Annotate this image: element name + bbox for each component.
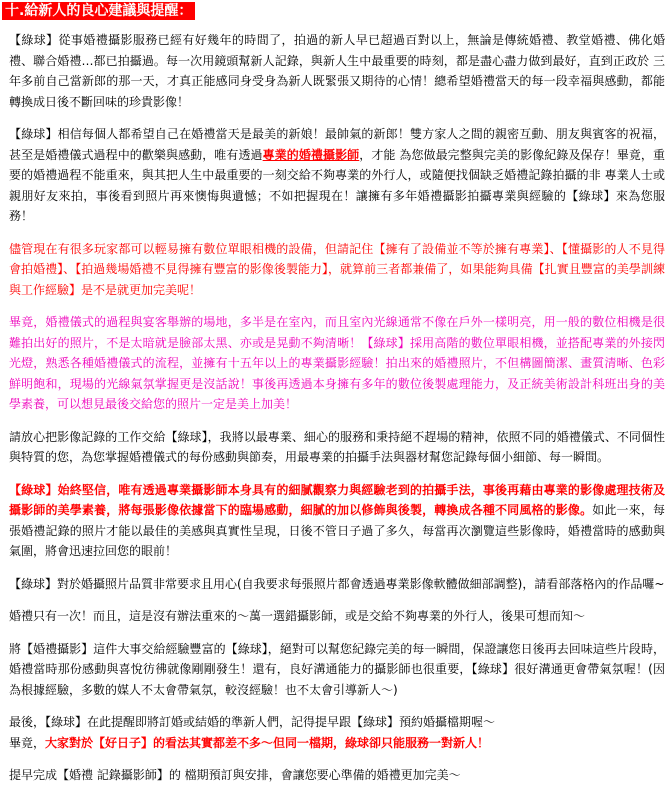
- paragraph-text: 提早完成【婚禮 記錄攝影師】的 檔期預訂與安排，會讓您要心準備的婚禮更加完美～: [9, 768, 461, 782]
- paragraph-text: 畢竟，: [9, 735, 46, 750]
- paragraph-3: [9, 239, 665, 301]
- article-body: [9, 30, 665, 798]
- paragraph-5: [9, 427, 665, 468]
- paragraph-7: [9, 574, 665, 595]
- paragraph-text: 如此一來，每張婚禮記錄的照片才能以最佳的美感與真實性呈現，日後不管日子過了多久，每當再次瀏覽這些影像時，婚禮當時的感動與氣圍，將會迅速拉回您的眼前！: [9, 503, 665, 558]
- paragraph-4: [9, 312, 665, 415]
- paragraph-text: ，才能 為您做最完整與完美的影像紀錄及保存！畢竟，重要的婚禮過程不能重來，與其把人生中最重要的一刻交給不夠專業的外行人，或隨便找個缺乏婚禮記錄拍攝的非 專業人士或親朋好友來拍，事後看到照片再來懊悔與遺憾；不如把握現在！讓擁有多年婚禮攝影拍攝專業與經驗的【綠球】來為您服務！: [9, 147, 665, 223]
- page-heading: 十.給新人的良心建議與提醒：: [2, 2, 195, 20]
- paragraph-text: 畢竟，婚禮儀式的過程與宴客舉辦的場地，多半是在室內，而且室內光線通常不像在戶外一樣明亮，用一般的數位相機是很難拍出好的照片，不是太暗就是臉部太黑、亦或是晃動不夠清晰！【綠球】採用高階的數位單眼相機，並搭配專業的外接閃光燈，熟悉各種婚禮儀式的流程，並擁有十五年以上的專業攝影經驗！拍出來的婚禮照片，不但構圖簡潔、畫質清晰、色彩鮮明飽和，現場的光線氣氛掌握更是沒話說！事後再透過本身擁有多年的數位後製處理能力，及正統美術設計科班出身的美學素養，可以想見最後交給您的照片一定是美上加美！: [9, 315, 665, 411]
- highlight-text: 大家對於【好日子】的看法其實都差不多～但同一檔期，綠球卻只能服務一對新人！: [45, 735, 490, 750]
- paragraph-10: [9, 712, 665, 753]
- paragraph-6: [9, 480, 665, 562]
- paragraph-8: [9, 606, 665, 627]
- paragraph-text: 將【婚禮攝影】這件大事交給經驗豐富的【綠球】，絕對可以幫您紀錄完美的每一瞬間，保證讓您日後再去回味這些片段時，婚禮當時那份感動與喜悅彷彿就像剛剛發生！還有，良好溝通能力的攝影師也很重要，【綠球】很好溝通更會帶氣氛喔！(因為根據經驗，多數的媒人不太會帶氣氛，較沒經驗！也不太會引導新人～): [9, 641, 665, 697]
- paragraph-text: 【綠球】對於婚攝照片品質非常要求且用心(自我要求每張照片都會透過專業影像軟體做細部調整)，請看部落格內的作品囉~: [9, 576, 665, 591]
- paragraph-text: 請放心把影像記錄的工作交給【綠球】，我將以最專業、細心的服務和秉持絕不趕場的精神，依照不同的婚禮儀式、不同個性與特質的您，為您掌握婚禮儀式的每份感動與節奏，用最專業的拍攝手法與器材幫您記錄每個小細節、每一瞬間。: [9, 429, 665, 464]
- paragraph-2: [9, 124, 665, 227]
- paragraph-text: 【綠球】從事婚禮攝影服務已經有好幾年的時間了，拍過的新人早已超過百對以上，無論是傳統婚禮、教堂婚禮、佛化婚禮、聯合婚禮…都已拍攝過。每一次用鏡頭幫新人記錄，與新人生中最重要的時刻，都是盡心盡力做到最好，直到正政於 三年多前自己當新郎的那一天，才真正能感同身受身為新人既緊張又期待的心情！總希望婚禮當天的每一段幸福與感動，都能轉換成日後不斷回味的珍貴影像！: [9, 33, 665, 109]
- highlight-text: 專業的婚禮攝影師: [262, 147, 360, 162]
- paragraph-text: 儘管現在有很多玩家都可以輕易擁有數位單眼相機的設備，但請記住【擁有了設備並不等於擁有專業】、【懂攝影的人不見得會拍婚禮】、【拍過幾場婚禮不見得擁有豐富的影像後製能力】，就算前三者都兼備了，如果能夠具備【扎實且豐富的美學訓練與工作經驗】是不是就更加完美呢！: [9, 241, 665, 297]
- paragraph-text: 婚禮只有一次！而且，這是沒有辦法重來的～萬一選錯攝影師，或是交給不夠專業的外行人，後果可想而知～: [9, 609, 586, 623]
- paragraph-text: 【綠球】相信每個人都希望自己在婚禮當天是最美的新娘！最帥氣的新郎！雙方家人之間的親密互動、朋友與賓客的祝福，甚至是婚禮儀式過程中的歡樂與感動，唯有透過: [9, 127, 665, 162]
- highlight-text: 【綠球】始終堅信，唯有透過專業攝影師本身具有的細膩觀察力與經驗老到的拍攝手法，事後再藉由專業的影像處理技術及攝影師的美學素養，將每張影像依據當下的臨場感動，細膩的加以修飾與後製，轉換成各種不同風格的影像。: [9, 482, 665, 517]
- paragraph-1: [9, 30, 665, 112]
- paragraph-9: [9, 639, 665, 701]
- paragraph-11: [9, 765, 665, 786]
- paragraph-text: 最後，【綠球】在此提醒即將訂婚或結婚的準新人們，記得提早跟【綠球】預約婚攝檔期喔～: [9, 715, 496, 729]
